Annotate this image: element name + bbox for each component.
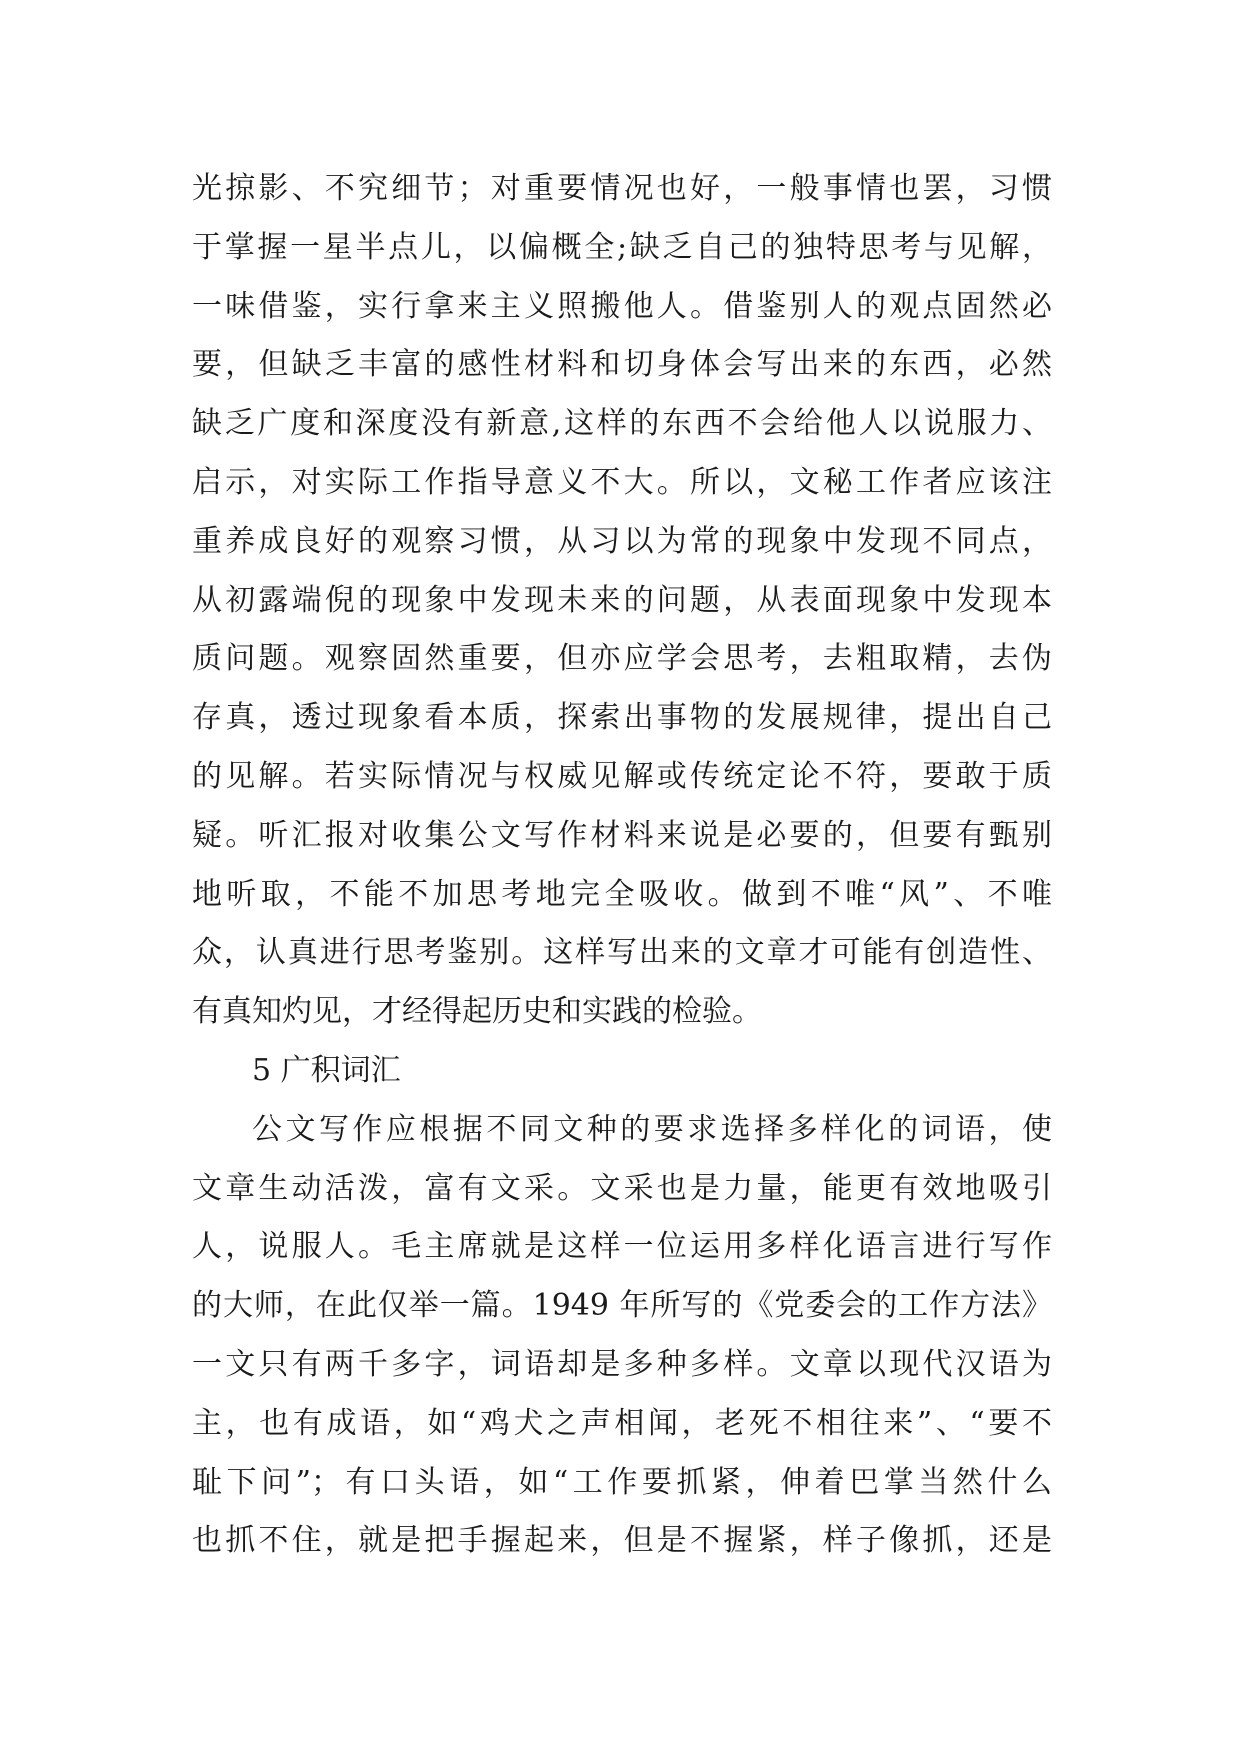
paragraph-line: 地听取，不能不加思考地完全吸收。做到不唯“风”、不唯 (192, 876, 1052, 912)
paragraph-line: 从初露端倪的现象中发现未来的问题，从表面现象中发现本 (192, 582, 1052, 618)
paragraph-line: 公文写作应根据不同文种的要求选择多样化的词语，使 (252, 1111, 1052, 1147)
paragraph-line: 质问题。观察固然重要，但亦应学会思考，去粗取精，去伪 (192, 641, 1052, 677)
section-heading: 5 广积词汇 (252, 1052, 401, 1088)
paragraph-line: 要，但缺乏丰富的感性材料和切身体会写出来的东西，必然 (192, 347, 1052, 383)
paragraph-line: 缺乏广度和深度没有新意,这样的东西不会给他人以说服力、 (192, 406, 1052, 442)
paragraph-line: 光掠影、不究细节；对重要情况也好，一般事情也罢，习惯 (192, 171, 1052, 206)
paragraph-line: 存真，透过现象看本质，探索出事物的发展规律，提出自己 (192, 700, 1052, 736)
paragraph-line: 一味借鉴，实行拿来主义照搬他人。借鉴别人的观点固然必 (192, 288, 1052, 324)
paragraph-line: 众，认真进行思考鉴别。这样写出来的文章才可能有创造性、 (192, 935, 1052, 971)
paragraph-line: 耻下问”；有口头语，如“工作要抓紧，伸着巴掌当然什么 (192, 1464, 1052, 1500)
paragraph-line: 有真知灼见，才经得起历史和实践的检验。 (192, 994, 762, 1030)
paragraph-line: 疑。听汇报对收集公文写作材料来说是必要的，但要有甄别 (192, 817, 1052, 853)
paragraph-line: 主，也有成语，如“鸡犬之声相闻，老死不相往来”、“要不 (192, 1405, 1052, 1441)
paragraph-line: 一文只有两千多字，词语却是多种多样。文章以现代汉语为 (192, 1346, 1052, 1382)
paragraph-line: 文章生动活泼，富有文采。文采也是力量，能更有效地吸引 (192, 1170, 1052, 1206)
paragraph-line: 的大师，在此仅举一篇。1949 年所写的《党委会的工作方法》 (192, 1288, 1052, 1324)
paragraph-line: 也抓不住，就是把手握起来，但是不握紧，样子像抓，还是 (192, 1523, 1052, 1559)
paragraph-line: 的见解。若实际情况与权威见解或传统定论不符，要敢于质 (192, 758, 1052, 794)
paragraph-line: 于掌握一星半点儿，以偏概全;缺乏自己的独特思考与见解， (192, 229, 1052, 265)
paragraph-line: 启示，对实际工作指导意义不大。所以，文秘工作者应该注 (192, 464, 1052, 500)
paragraph-line: 人，说服人。毛主席就是这样一位运用多样化语言进行写作 (192, 1229, 1052, 1265)
paragraph-line: 重养成良好的观察习惯，从习以为常的现象中发现不同点， (192, 523, 1052, 559)
document-body (192, 160, 1052, 1571)
